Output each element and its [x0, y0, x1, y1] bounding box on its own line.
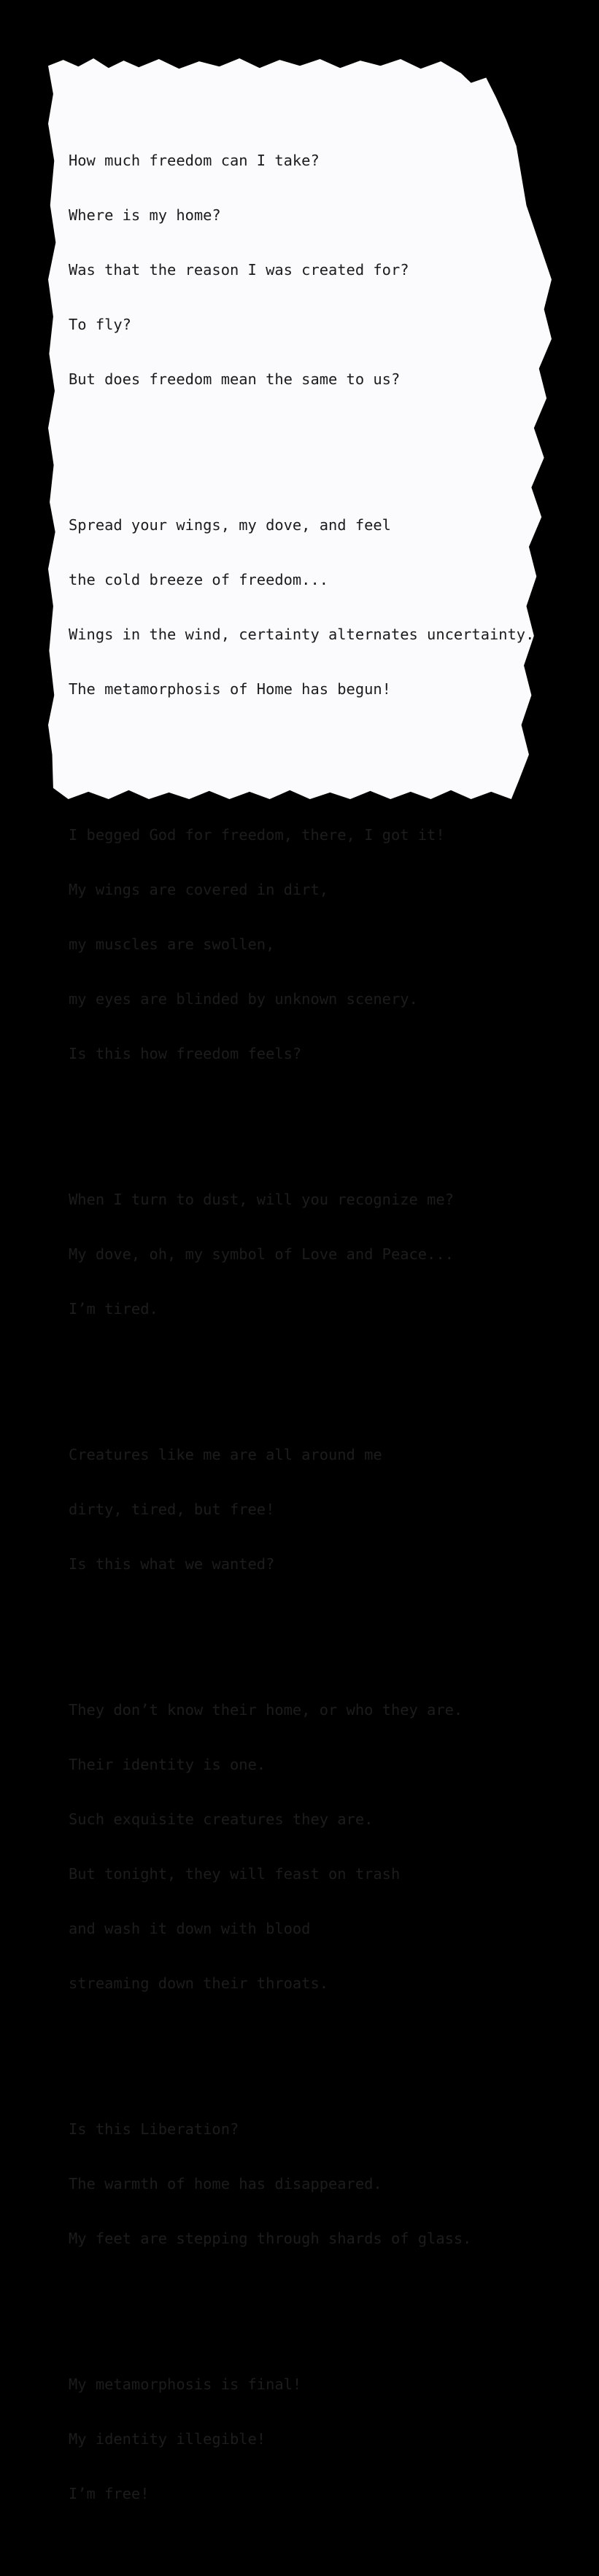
poem-line: Their identity is one. — [69, 1756, 266, 1773]
poem-line: dirty, tired, but free! — [69, 1501, 275, 1518]
poem-line: and wash it down with blood — [69, 1920, 311, 1937]
stanza-8 — [69, 2339, 579, 2540]
poem-line: My wings are covered in dirt, — [69, 881, 329, 898]
poem-line: To fly? — [69, 316, 131, 333]
poem-line: Spread your wings, my dove, and feel — [69, 516, 391, 534]
poem-line: Is this what we wanted? — [69, 1555, 275, 1573]
stanza-1 — [69, 115, 579, 425]
poem-line: My dove, oh, my symbol of Love and Peace... — [69, 1245, 454, 1263]
stanza-5 — [69, 1409, 579, 1610]
stanza-7 — [69, 2084, 579, 2284]
poem-line: Is this Liberation? — [69, 2120, 239, 2138]
poem-line: Creatures like me are all around me — [69, 1446, 382, 1463]
stanza-3 — [69, 790, 579, 1100]
poem-line: my muscles are swollen, — [69, 935, 275, 953]
poem-line: But does freedom mean the same to us? — [69, 370, 401, 388]
poem-line: My feet are stepping through shards of glass. — [69, 2230, 472, 2247]
poem-line: Is this how freedom feels? — [69, 1045, 302, 1062]
poem-text — [69, 79, 579, 2576]
poem-line: Wings in the wind, certainty alternates uncertainty. — [69, 626, 535, 643]
stanza-2 — [69, 480, 579, 735]
poem-line: my eyes are blinded by unknown scenery. — [69, 990, 418, 1008]
poem-line: The metamorphosis of Home has begun! — [69, 680, 391, 698]
poem-line: I’m tired. — [69, 1300, 158, 1318]
stanza-4 — [69, 1154, 579, 1355]
poem-line: I’m free! — [69, 2485, 150, 2502]
poem-line: the cold breeze of freedom... — [69, 571, 329, 588]
poem-line: My identity illegible! — [69, 2430, 266, 2448]
poem-line: When I turn to dust, will you recognize me? — [69, 1191, 454, 1208]
poem-line: streaming down their throats. — [69, 1974, 329, 1992]
poem-line: The warmth of home has disappeared. — [69, 2175, 382, 2192]
stanza-6 — [69, 1665, 579, 2029]
poem-line: Such exquisite creatures they are. — [69, 1810, 374, 1828]
poem-line: Was that the reason I was created for? — [69, 261, 409, 279]
poem-line: Where is my home? — [69, 206, 221, 224]
poem-line: They don’t know their home, or who they are. — [69, 1701, 463, 1719]
poem-line: I begged God for freedom, there, I got it! — [69, 826, 445, 844]
poem-line: But tonight, they will feast on trash — [69, 1865, 401, 1883]
poem-line: How much freedom can I take? — [69, 152, 320, 169]
poem-line: My metamorphosis is final! — [69, 2375, 302, 2393]
